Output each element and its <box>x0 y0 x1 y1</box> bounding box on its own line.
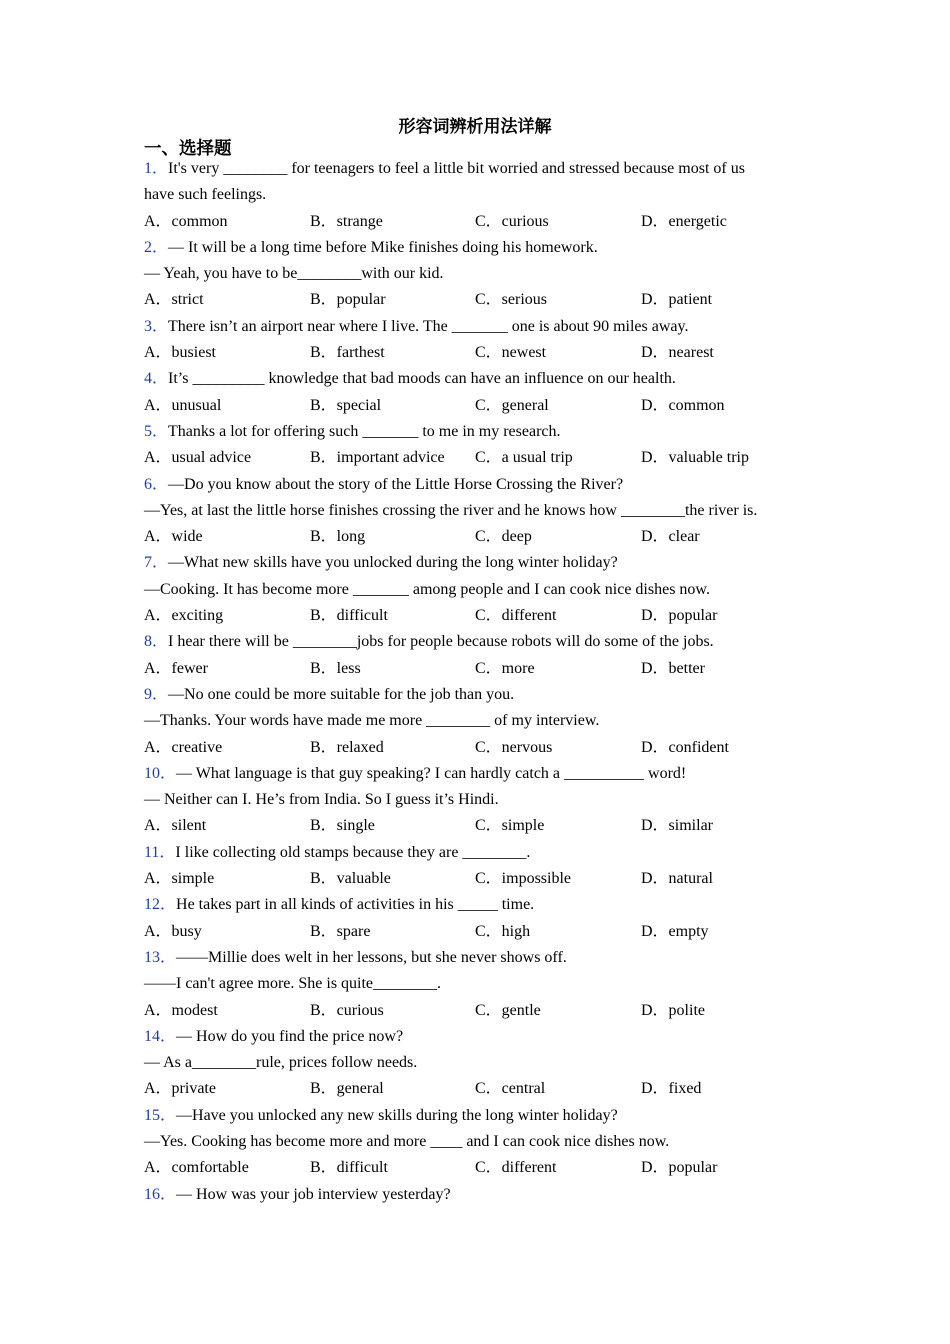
question-stem <box>144 892 824 918</box>
answer-option: D．natural <box>641 870 713 888</box>
question-stem <box>144 1103 824 1129</box>
answer-option: B．less <box>310 659 361 677</box>
question-text: —Thanks. Your words have made me more ________ of my interview. <box>144 712 600 730</box>
question-text: —Do you know about the story of the Little Horse Crossing the River? <box>168 475 624 493</box>
answer-option: A．modest <box>144 1001 218 1019</box>
question-number: 16． <box>144 1185 177 1203</box>
question-number: 12． <box>144 896 177 914</box>
answer-option: C．newest <box>475 344 547 362</box>
answer-option: D．better <box>641 659 705 677</box>
question-text: He takes part in all kinds of activities in his _____ time. <box>176 896 535 914</box>
answer-options <box>144 998 824 1024</box>
answer-option: C．general <box>475 396 549 414</box>
answer-options <box>144 524 824 550</box>
answer-option: D．energetic <box>641 212 727 230</box>
answer-option: B．valuable <box>310 870 391 888</box>
answer-option: B．farthest <box>310 344 385 362</box>
answer-option: A．common <box>144 212 228 230</box>
question-line <box>144 787 824 813</box>
question-text: —What new skills have you unlocked during the long winter holiday? <box>168 554 618 572</box>
answer-options <box>144 340 824 366</box>
question-text: —No one could be more suitable for the job than you. <box>168 685 515 703</box>
answer-option: C．more <box>475 659 535 677</box>
answer-option: C．gentle <box>475 1001 541 1019</box>
answer-options <box>144 445 824 471</box>
answer-option: D．valuable trip <box>641 449 749 467</box>
question-number: 2． <box>144 238 169 256</box>
question-text: It's very ________ for teenagers to feel a little bit worried and stressed because most of us <box>168 160 745 177</box>
answer-option: B．spare <box>310 922 371 940</box>
question-text: — How do you find the price now? <box>176 1027 404 1045</box>
answer-option: B．curious <box>310 1001 384 1019</box>
answer-option: B．long <box>310 528 366 546</box>
answer-option: B．general <box>310 1080 384 1098</box>
question-text: ——Millie does welt in her lessons, but she never shows off. <box>176 948 567 966</box>
answer-option: A．usual advice <box>144 449 252 467</box>
question-number: 8． <box>144 633 169 651</box>
answer-option: B．difficult <box>310 1159 388 1177</box>
question-text: have such feelings. <box>144 186 267 204</box>
answer-option: A．wide <box>144 528 203 546</box>
answer-option: A．simple <box>144 870 215 888</box>
answer-option: D．confident <box>641 738 729 756</box>
question-text: — It will be a long time before Mike finishes doing his homework. <box>168 238 598 256</box>
answer-option: A．comfortable <box>144 1159 249 1177</box>
question-stem <box>144 761 824 787</box>
answer-option: C．impossible <box>475 870 572 888</box>
answer-options <box>144 393 824 419</box>
answer-option: B．special <box>310 396 382 414</box>
question-stem <box>144 682 824 708</box>
answer-option: C．high <box>475 922 531 940</box>
section-heading: 一、选择题 <box>144 139 232 159</box>
answer-option: D．fixed <box>641 1080 702 1098</box>
answer-option: B．popular <box>310 291 386 309</box>
question-text: — As a________rule, prices follow needs. <box>144 1054 418 1072</box>
question-line <box>144 1050 824 1076</box>
question-text: ——I can't agree more. She is quite________. <box>144 975 442 993</box>
question-stem <box>144 840 824 866</box>
answer-options <box>144 287 824 313</box>
question-line <box>144 182 824 208</box>
answer-options <box>144 1076 824 1102</box>
answer-options <box>144 735 824 761</box>
question-line <box>144 971 824 997</box>
answer-option: B．difficult <box>310 607 388 625</box>
answer-option: D．clear <box>641 528 700 546</box>
question-stem <box>144 156 824 182</box>
answer-option: B．relaxed <box>310 738 384 756</box>
answer-option: D．patient <box>641 291 713 309</box>
question-text: I like collecting old stamps because they are ________. <box>175 843 531 861</box>
question-number: 5． <box>144 422 169 440</box>
answer-option: A．busy <box>144 922 202 940</box>
answer-options <box>144 1155 824 1181</box>
question-text: —Yes, at last the little horse finishes crossing the river and he knows how ________the river is. <box>144 501 758 519</box>
answer-option: C．serious <box>475 291 548 309</box>
answer-option: D．popular <box>641 1159 718 1177</box>
question-text: Thanks a lot for offering such _______ to me in my research. <box>168 422 561 440</box>
question-stem <box>144 945 824 971</box>
question-number: 14． <box>144 1027 177 1045</box>
question-number: 13． <box>144 948 177 966</box>
answer-option: C．curious <box>475 212 549 230</box>
question-stem <box>144 550 824 576</box>
question-number: 6． <box>144 475 169 493</box>
answer-option: C．different <box>475 607 557 625</box>
question-stem <box>144 235 824 261</box>
answer-option: C．deep <box>475 528 532 546</box>
answer-options <box>144 603 824 629</box>
question-stem <box>144 629 824 655</box>
answer-option: A．silent <box>144 817 207 835</box>
answer-option: D．common <box>641 396 725 414</box>
question-text: —Yes. Cooking has become more and more ____ and I can cook nice dishes now. <box>144 1132 670 1150</box>
answer-option: B．single <box>310 817 375 835</box>
question-text: It’s _________ knowledge that bad moods can have an influence on our health. <box>168 370 676 388</box>
answer-options <box>144 656 824 682</box>
question-number: 15． <box>144 1106 177 1124</box>
question-number: 11． <box>144 843 176 861</box>
document-title: 形容词辨析用法详解 <box>398 117 552 137</box>
answer-option: A．exciting <box>144 607 224 625</box>
question-stem <box>144 1182 824 1208</box>
question-stem <box>144 419 824 445</box>
question-stem <box>144 472 824 498</box>
question-number: 7． <box>144 554 169 572</box>
question-number: 10． <box>144 764 177 782</box>
question-stem <box>144 1024 824 1050</box>
question-line <box>144 261 824 287</box>
answer-option: D．popular <box>641 607 718 625</box>
answer-options <box>144 813 824 839</box>
answer-option: C．different <box>475 1159 557 1177</box>
answer-option: B．strange <box>310 212 383 230</box>
question-list <box>144 156 824 1208</box>
answer-option: D．empty <box>641 922 709 940</box>
question-line <box>144 1129 824 1155</box>
answer-option: C．nervous <box>475 738 553 756</box>
answer-options <box>144 209 824 235</box>
question-stem <box>144 314 824 340</box>
question-text: There isn’t an airport near where I live. The _______ one is about 90 miles away. <box>168 317 689 335</box>
question-number: 3． <box>144 317 169 335</box>
question-line <box>144 577 824 603</box>
answer-option: C．a usual trip <box>475 449 573 467</box>
question-line <box>144 498 824 524</box>
question-text: — What language is that guy speaking? I can hardly catch a __________ word! <box>176 764 687 782</box>
question-stem <box>144 366 824 392</box>
question-text: I hear there will be ________jobs for people because robots will do some of the jobs. <box>168 633 714 651</box>
question-number: 4． <box>144 370 169 388</box>
question-number: 9． <box>144 685 169 703</box>
answer-option: A．private <box>144 1080 216 1098</box>
answer-options <box>144 866 824 892</box>
answer-option: C．simple <box>475 817 545 835</box>
question-line <box>144 708 824 734</box>
question-number: 1． <box>144 160 169 177</box>
question-text: — Yeah, you have to be________with our kid. <box>144 265 444 283</box>
question-text: — How was your job interview yesterday? <box>176 1185 451 1203</box>
answer-option: D．similar <box>641 817 713 835</box>
answer-options <box>144 919 824 945</box>
question-text: —Cooking. It has become more _______ among people and I can cook nice dishes now. <box>144 580 710 598</box>
answer-option: D．polite <box>641 1001 705 1019</box>
answer-option: D．nearest <box>641 344 714 362</box>
answer-option: A．strict <box>144 291 204 309</box>
answer-option: A．fewer <box>144 659 208 677</box>
answer-option: A．creative <box>144 738 223 756</box>
question-text: —Have you unlocked any new skills during the long winter holiday? <box>176 1106 618 1124</box>
answer-option: A．unusual <box>144 396 222 414</box>
answer-option: A．busiest <box>144 344 217 362</box>
answer-option: C．central <box>475 1080 546 1098</box>
question-text: — Neither can I. He’s from India. So I guess it’s Hindi. <box>144 791 499 809</box>
answer-option: B．important advice <box>310 449 445 467</box>
